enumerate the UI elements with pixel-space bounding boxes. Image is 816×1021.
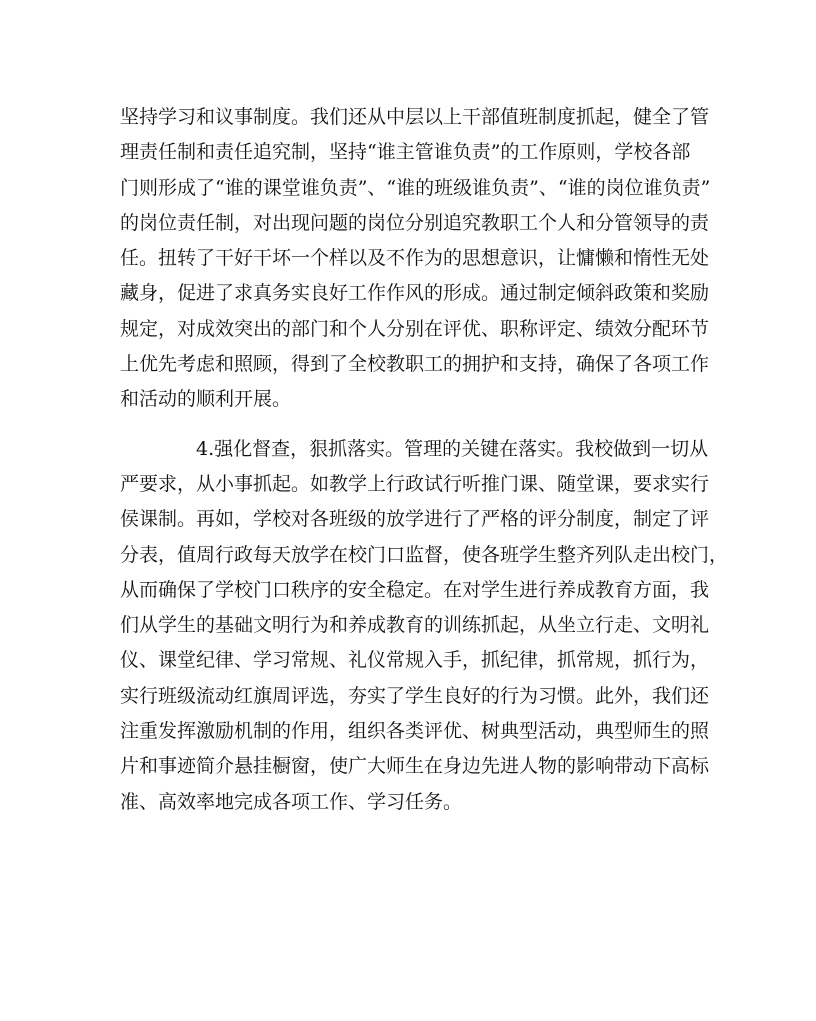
text-line: 藏身，促进了求真务实良好工作作风的形成。通过制定倾斜政策和奖励 (120, 282, 710, 305)
text-line: 实行班级流动红旗周评选，夯实了学生良好的行为习惯。此外，我们还 (120, 684, 710, 707)
text-line: 准、高效率地完成各项工作、学习任务。 (120, 790, 463, 813)
text-line: 坚持学习和议事制度。我们还从中层以上干部值班制度抓起，健全了管 (120, 106, 710, 128)
text-line: 规定，对成效突出的部门和个人分别在评优、职称评定、绩效分配环节 (120, 317, 710, 340)
text-line: 从而确保了学校门口秩序的安全稳定。在对学生进行养成教育方面，我 (120, 578, 710, 601)
text-line: 和活动的顺利开展。 (120, 388, 292, 411)
text-line: 注重发挥激励机制的作用，组织各类评优、树典型活动，典型师生的照 (120, 720, 710, 743)
paragraph-responsibility (120, 100, 711, 418)
text-line: 分表，值周行政每天放学在校门口监督，使各班学生整齐列队走出校门， (120, 543, 729, 566)
text-line: 的岗位责任制，对出现问题的岗位分别追究教职工个人和分管领导的责 (120, 211, 710, 234)
text-line: 仪、课堂纪律、学习常规、礼仪常规入手，抓纪律，抓常规，抓行为， (120, 649, 710, 672)
text-line: 严要求，从小事抓起。如教学上行政试行听推门课、随堂课，要求实行 (120, 472, 710, 495)
text-line: 片和事迹简介悬挂橱窗，使广大师生在身边先进人物的影响带动下高标 (120, 755, 710, 778)
paragraph-spacer (120, 418, 700, 432)
paragraph-supervision (120, 432, 729, 820)
text-line: 任。扭转了干好干坏一个样以及不作为的思想意识，让慵懒和惰性无处 (120, 247, 710, 270)
document-page (120, 100, 729, 820)
text-line: 门则形成了“谁的课堂谁负责”、“谁的班级谁负责”、“谁的岗位谁负责” (120, 176, 711, 199)
text-line: 4.强化督查，狠抓落实。管理的关键在落实。我校做到一切从 (196, 437, 709, 460)
text-line: 上优先考虑和照顾，得到了全校教职工的拥护和支持，确保了各项工作 (120, 353, 710, 376)
text-line: 理责任制和责任追究制，坚持“谁主管谁负责”的工作原则，学校各部 (120, 141, 691, 164)
text-line: 们从学生的基础文明行为和养成教育的训练抓起，从坐立行走、文明礼 (120, 614, 710, 637)
text-line: 侯课制。再如，学校对各班级的放学进行了严格的评分制度，制定了评 (120, 508, 710, 531)
